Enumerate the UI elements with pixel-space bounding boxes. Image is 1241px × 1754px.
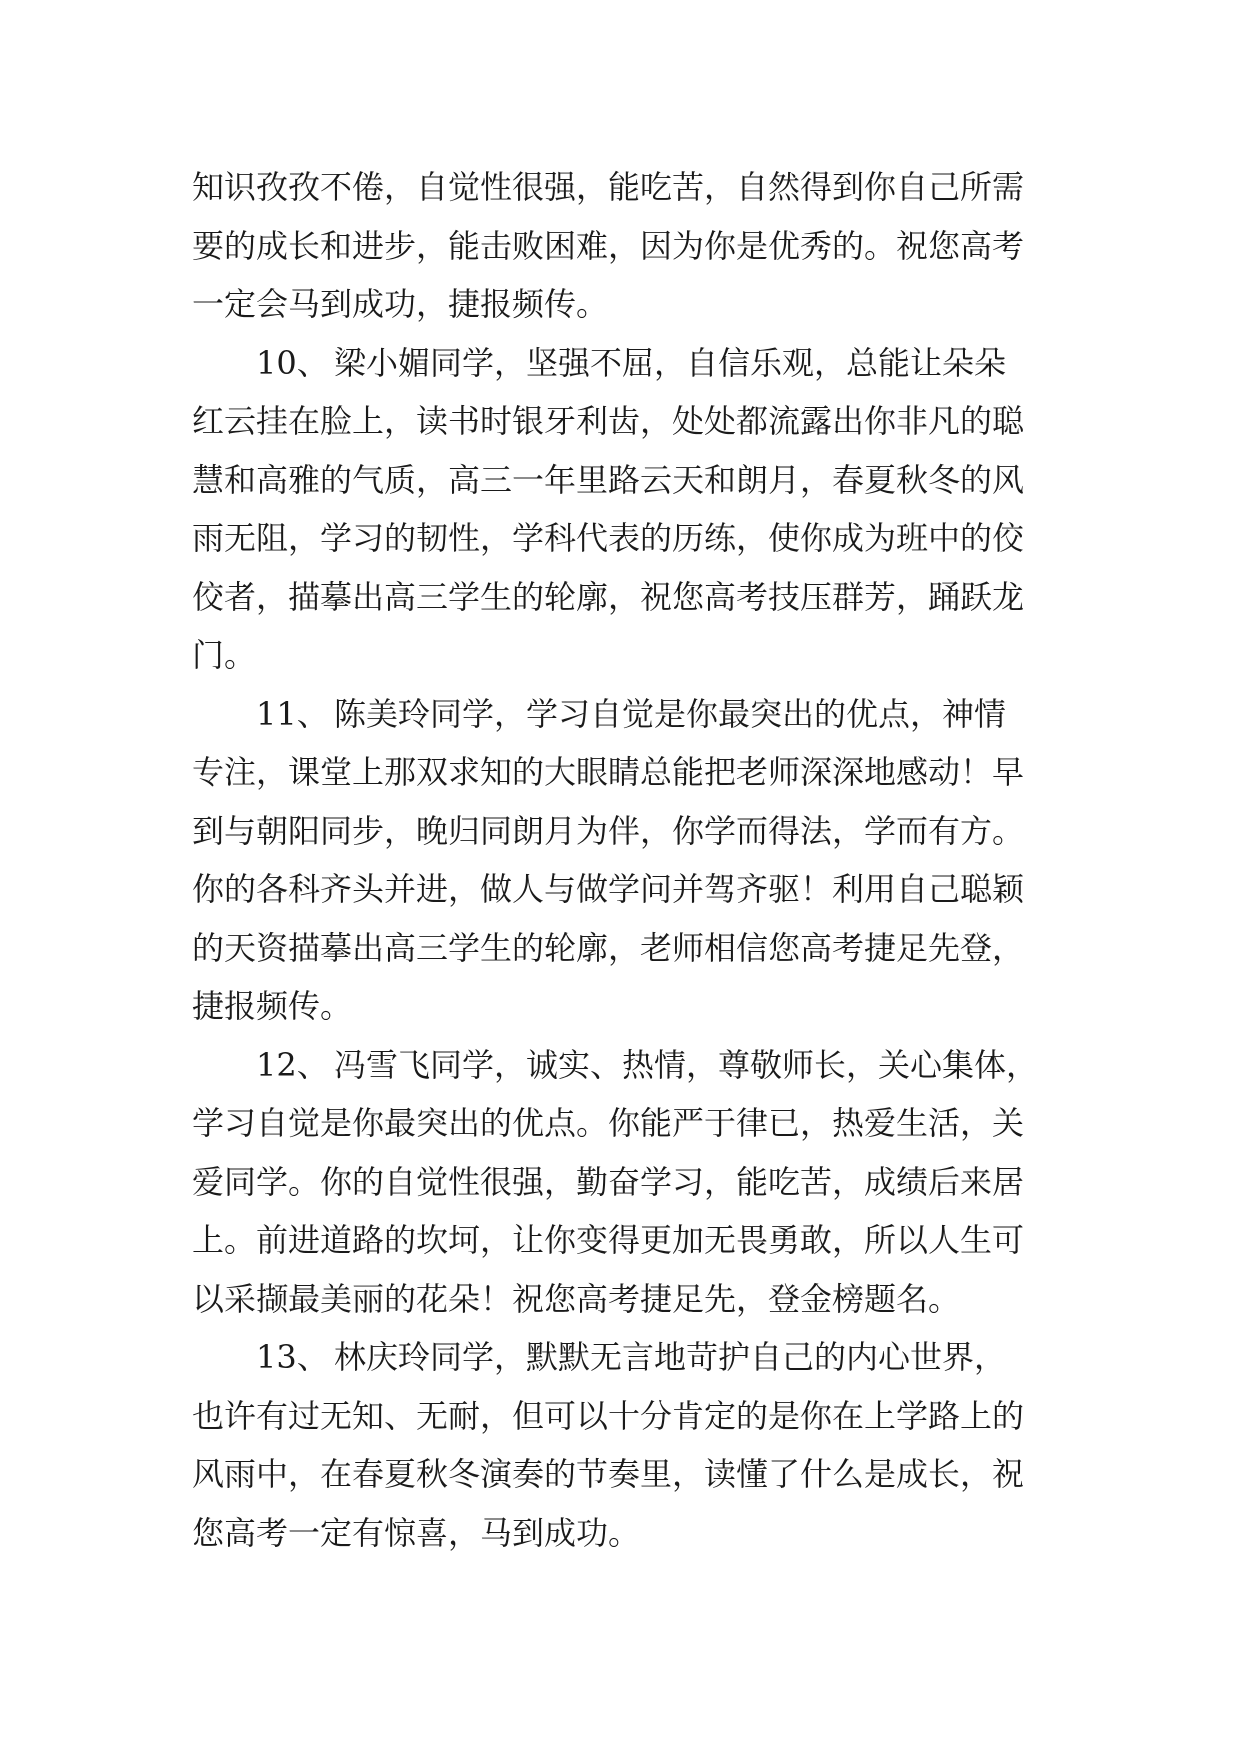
text-line: 佼者，描摹出高三学生的轮廓，祝您高考技压群芳，踊跃龙 — [192, 577, 1025, 616]
paragraph-start-11 — [192, 685, 1052, 744]
item-number: 10、 — [256, 343, 329, 382]
item-number: 12、 — [256, 1045, 329, 1084]
text-line: 捷报频传。 — [192, 987, 353, 1025]
text-line: 到与朝阳同步，晚归同朗月为伴，你学而得法，学而有方。 — [192, 811, 1025, 850]
item-number: 11、 — [256, 694, 329, 733]
document-body — [192, 158, 1052, 1562]
paragraph-start-13 — [192, 1328, 1052, 1387]
text-line: 爱同学。你的自觉性很强，勤奋学习，能吃苦，成绩后来居 — [192, 1162, 1025, 1201]
text-line: 风雨中，在春夏秋冬演奏的节奏里，读懂了什么是成长，祝 — [192, 1455, 1025, 1493]
text-line: 慧和高雅的气质，高三一年里路云天和朗月，春夏秋冬的风 — [192, 460, 1025, 499]
paragraph-start-12 — [192, 1036, 1052, 1095]
paragraph-start-10 — [192, 334, 1052, 393]
text-line: 你的各科齐头并进，做人与做学问并驾齐驱！利用自己聪颖 — [192, 870, 1025, 908]
text-line: 门。 — [192, 636, 257, 674]
text-line: 陈美玲同学，学习自觉是你最突出的优点，神情 — [334, 694, 1007, 733]
text-line: 一定会马到成功，捷报频传。 — [192, 285, 609, 323]
item-number: 13、 — [256, 1338, 329, 1376]
text-line: 林庆玲同学，默默无言地苛护自己的内心世界， — [334, 1338, 1007, 1376]
text-line: 红云挂在脸上，读书时银牙利齿，处处都流露出你非凡的聪 — [192, 402, 1025, 440]
text-line: 要的成长和进步，能击败困难，因为你是优秀的。祝您高考 — [192, 226, 1025, 265]
text-line: 梁小媚同学，坚强不屈，自信乐观，总能让朵朵 — [334, 343, 1007, 382]
text-line: 上。前进道路的坎坷，让你变得更加无畏勇敢，所以人生可 — [192, 1221, 1025, 1259]
text-line: 您高考一定有惊喜，马到成功。 — [192, 1513, 641, 1552]
text-line: 知识孜孜不倦，自觉性很强，能吃苦，自然得到你自己所需 — [192, 168, 1025, 206]
text-line: 以采撷最美丽的花朵！祝您高考捷足先，登金榜题名。 — [192, 1279, 961, 1318]
text-line: 冯雪飞同学，诚实、热情，尊敬师长，关心集体， — [334, 1045, 1039, 1084]
text-line: 也许有过无知、无耐，但可以十分肯定的是你在上学路上的 — [192, 1396, 1025, 1435]
text-line: 雨无阻，学习的韧性，学科代表的历练，使你成为班中的佼 — [192, 519, 1025, 557]
text-line: 学习自觉是你最突出的优点。你能严于律已，热爱生活，关 — [192, 1104, 1025, 1142]
text-line: 专注，课堂上那双求知的大眼睛总能把老师深深地感动！早 — [192, 753, 1025, 791]
text-line: 的天资描摹出高三学生的轮廓，老师相信您高考捷足先登， — [192, 928, 1025, 967]
